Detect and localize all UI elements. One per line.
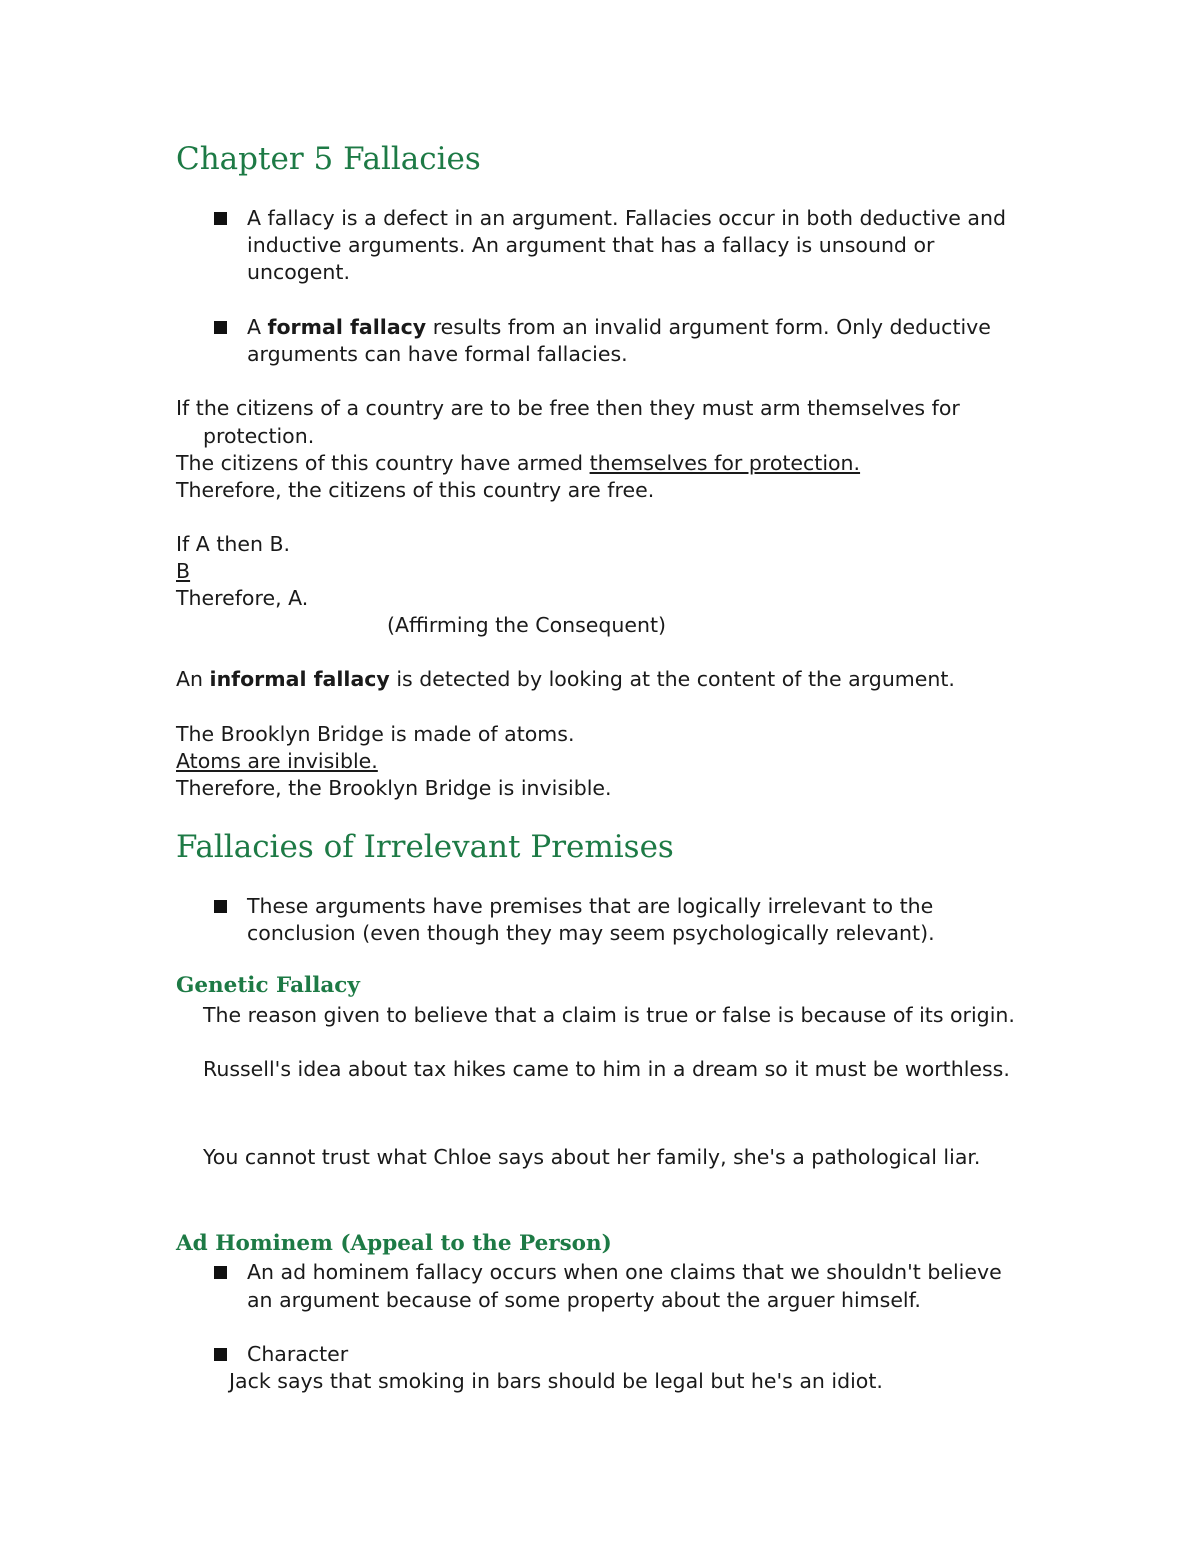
bullet1-line3: uncogent. xyxy=(247,260,350,284)
informal-post: is detected by looking at the content of the argument. xyxy=(389,667,955,691)
example2-line2: Atoms are invisible. xyxy=(176,749,378,773)
character-label: Character xyxy=(247,1342,349,1366)
form-line3: Therefore, A. xyxy=(176,586,309,610)
example1-line3-pre: The citizens of this country have armed xyxy=(176,451,590,475)
example2-line1: The Brooklyn Bridge is made of atoms. xyxy=(176,722,575,746)
informal-pre: An xyxy=(176,667,210,691)
genetic-definition: The reason given to believe that a claim is true or false is because of its origin. xyxy=(203,1003,1015,1027)
informal-fallacy-line xyxy=(176,666,955,694)
genetic-fallacy-heading: Genetic Fallacy xyxy=(176,973,360,998)
ad-hominem-bullet-line1: An ad hominem fallacy occurs when one claims that we shouldn't believe xyxy=(247,1260,1002,1284)
bullet2-line2: arguments can have formal fallacies. xyxy=(247,342,628,366)
bullet-square-icon xyxy=(214,1348,227,1361)
bullet-square-icon xyxy=(214,212,227,225)
example2-line3: Therefore, the Brooklyn Bridge is invisible. xyxy=(176,776,612,800)
bullet-square-icon xyxy=(214,1266,227,1279)
genetic-example1: Russell's idea about tax hikes came to him in a dream so it must be worthless. xyxy=(203,1057,1010,1081)
bullet-square-icon xyxy=(214,321,227,334)
example1-line3 xyxy=(176,450,860,478)
bullet2-line1 xyxy=(247,314,991,342)
form-line2: B xyxy=(176,559,191,583)
character-example: Jack says that smoking in bars should be legal but he's an idiot. xyxy=(229,1369,883,1393)
example1-line2: protection. xyxy=(203,424,315,448)
chapter-heading: Chapter 5 Fallacies xyxy=(176,141,481,177)
bullet2-post: results from an invalid argument form. Only deductive xyxy=(426,315,991,339)
example1-line3-underlined: themselves for protection. xyxy=(589,451,861,475)
bullet1-line1: A fallacy is a defect in an argument. Fallacies occur in both deductive and xyxy=(247,206,1006,230)
example1-line1: If the citizens of a country are to be free then they must arm themselves for xyxy=(176,396,960,420)
example1-line4: Therefore, the citizens of this country are free. xyxy=(176,478,655,502)
formal-fallacy-term: formal fallacy xyxy=(267,315,427,339)
bullet3-line2: conclusion (even though they may seem psychologically relevant). xyxy=(247,921,935,945)
informal-fallacy-term: informal fallacy xyxy=(209,667,390,691)
irrelevant-premises-heading: Fallacies of Irrelevant Premises xyxy=(176,829,674,865)
ad-hominem-bullet-line2: an argument because of some property about the arguer himself. xyxy=(247,1288,921,1312)
form-line1: If A then B. xyxy=(176,532,291,556)
bullet2-pre: A xyxy=(247,315,268,339)
genetic-example2: You cannot trust what Chloe says about her family, she's a pathological liar. xyxy=(203,1145,981,1169)
bullet1-line2: inductive arguments. An argument that has a fallacy is unsound or xyxy=(247,233,935,257)
bullet3-line1: These arguments have premises that are logically irrelevant to the xyxy=(247,894,934,918)
form-name: (Affirming the Consequent) xyxy=(387,613,667,637)
bullet-square-icon xyxy=(214,900,227,913)
ad-hominem-heading: Ad Hominem (Appeal to the Person) xyxy=(176,1231,612,1256)
